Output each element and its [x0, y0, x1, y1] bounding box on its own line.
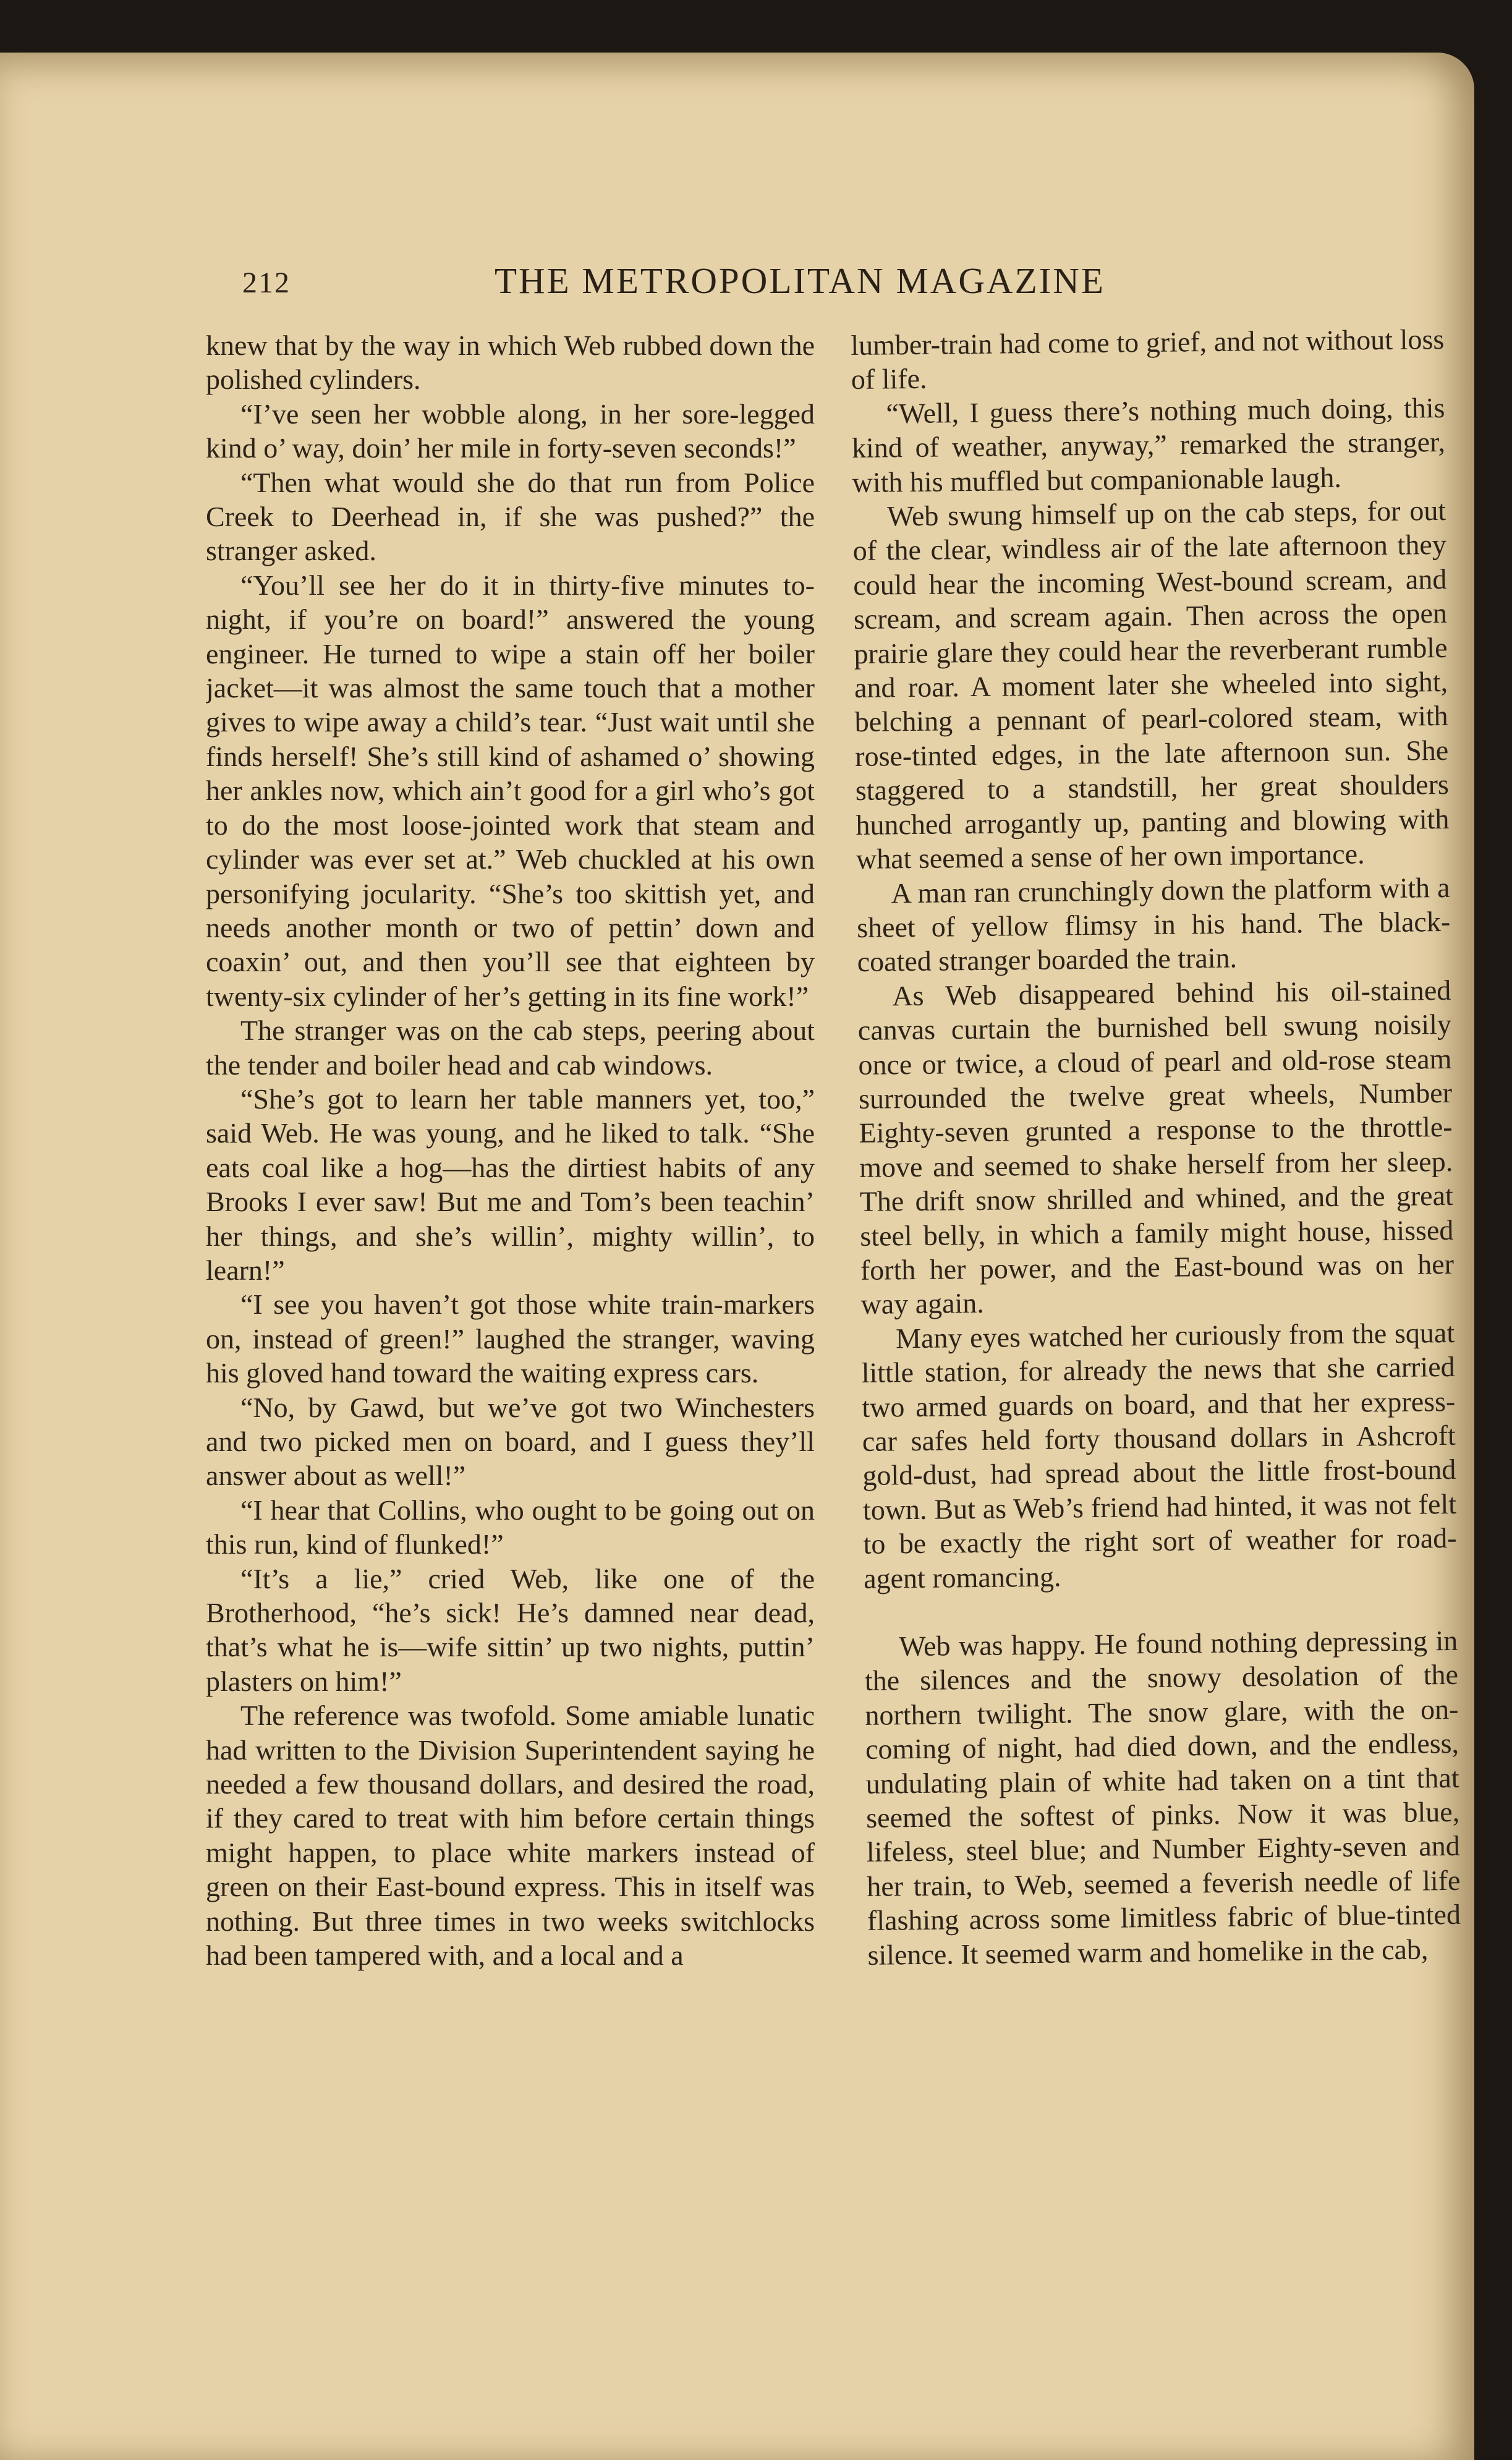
- paragraph: The stranger was on the cab steps, peering about the tender and boiler head and cab windows.: [206, 1015, 815, 1081]
- paragraph: As Web disappeared behind his oil-stained canvas curtain the burnished bell swung noisily once or twice, a cloud of pearl and old-rose steam surrounded the twelve great wheels, Number Eighty-seven grunted a response to the throttle-move and seemed to shake herself from her sleep. The drift snow shrilled and whined, and the great steel belly, in which a family might house, hissed forth her power, and the East-bound was on her way again.: [857, 974, 1455, 1321]
- paragraph: “She’s got to learn her table manners yet, too,” said Web. He was young, and he liked to talk. “She eats coal like a hog—has the dirtiest habits of any Brooks I ever saw! But me and Tom’s been teachin’ her things, and she’s willin’, mighty willin’, to learn!”: [206, 1083, 815, 1286]
- paragraph: “I’ve seen her wobble along, in her sore-legged kind o’ way, doin’ her mile in forty-seven seconds!”: [206, 398, 815, 464]
- paragraph: “Well, I guess there’s nothing much doing, this kind of weather, anyway,” remarked the stranger, with his muffled but companionable laugh.: [851, 391, 1446, 498]
- paragraph: Web was happy. He found nothing depressing in the silences and the snowy desolation of the northern twilight. The snow glare, with the on-coming of night, had died down, and the endless, undulating plain of white had taken on a tint that seemed the softest of pinks. Now it was blue, lifeless, steel blue; and Number Eighty-seven and her train, to Web, seemed a feverish needle of life flashing across some limitless fabric of blue-tinted silence. It seemed warm and homelike in the cab,: [864, 1624, 1461, 1971]
- paragraph: “I hear that Collins, who ought to be going out on this run, kind of flunked!”: [206, 1494, 815, 1560]
- paragraph: “You’ll see her do it in thirty-five minutes to-night, if you’re on board!” answered the young engineer. He turned to wipe a stain off her boiler jacket—it was almost the same touch that a mother gives to wipe away a child’s tear. “Just wait until she finds herself! She’s still kind of ashamed o’ showing her ankles now, which ain’t good for a girl who’s got to do the most loose-jointed work that steam and cylinder was ever set at.” Web chuckled at his own personifying jocularity. “She’s too skittish yet, and needs another month or two of pettin’ down and coaxin’ out, and then you’ll see that eighteen by twenty-six cylinder of her’s getting in its fine work!”: [206, 569, 815, 1012]
- paragraph: Web swung himself up on the cab steps, for out of the clear, windless air of the late afternoon they could hear the incoming West-bound scream, and scream, and scream again. Then across the open prairie glare they could hear the reverberant rumble and roar. A moment later she wheeled into sight, belching a pennant of pearl-colored steam, with rose-tinted edges, in the late afternoon sun. She staggered to a standstill, her great shoulders hunched arrogantly up, panting and blowing with what seemed a sense of her own importance.: [852, 494, 1450, 875]
- paragraph: “I see you haven’t got those white train-markers on, instead of green!” laughed the stranger, waving his gloved hand toward the waiting express cars.: [206, 1288, 815, 1389]
- magazine-page: [0, 53, 1474, 2460]
- right-column: [851, 322, 1464, 2294]
- page-number: 212: [242, 266, 291, 299]
- running-head: THE METROPOLITAN MAGAZINE: [495, 260, 1105, 301]
- left-column: [206, 328, 815, 2294]
- paragraph: lumber-train had come to grief, and not without loss of life.: [851, 323, 1445, 396]
- paragraph: “Then what would she do that run from Police Creek to Deerhead in, if she was pushed?” the stranger asked.: [206, 466, 815, 567]
- paragraph: A man ran crunchingly down the platform with a sheet of yellow flimsy in his hand. The black-coated stranger boarded the train.: [856, 871, 1451, 978]
- paragraph: Many eyes watched her curiously from the squat little station, for already the news that she carried two armed guards on board, and that her express-car safes held forty thousand dollars in Ashcroft gold-dust, had spread about the little frost-bound town. But as Web’s friend had hinted, it was not felt to be exactly the right sort of weather for road-agent romancing.: [861, 1316, 1457, 1594]
- paragraph: The reference was twofold. Some amiable lunatic had written to the Division Superintendent saying he needed a few thousand dollars, and desired the road, if they cared to treat with him before certain things might happen, to place white markers instead of green on their East-bound express. This in itself was nothing. But three times in two weeks switchlocks had been tampered with, and a local and a: [206, 1700, 815, 1972]
- paragraph: “It’s a lie,” cried Web, like one of the Brotherhood, “he’s sick! He’s damned near dead, that’s what he is—wife sittin’ up two nights, puttin’ plasters on him!”: [206, 1562, 815, 1697]
- paragraph: “No, by Gawd, but we’ve got two Winchesters and two picked men on board, and I guess they’ll answer about as well!”: [206, 1391, 815, 1492]
- paragraph: knew that by the way in which Web rubbed down the polished cylinders.: [206, 330, 815, 396]
